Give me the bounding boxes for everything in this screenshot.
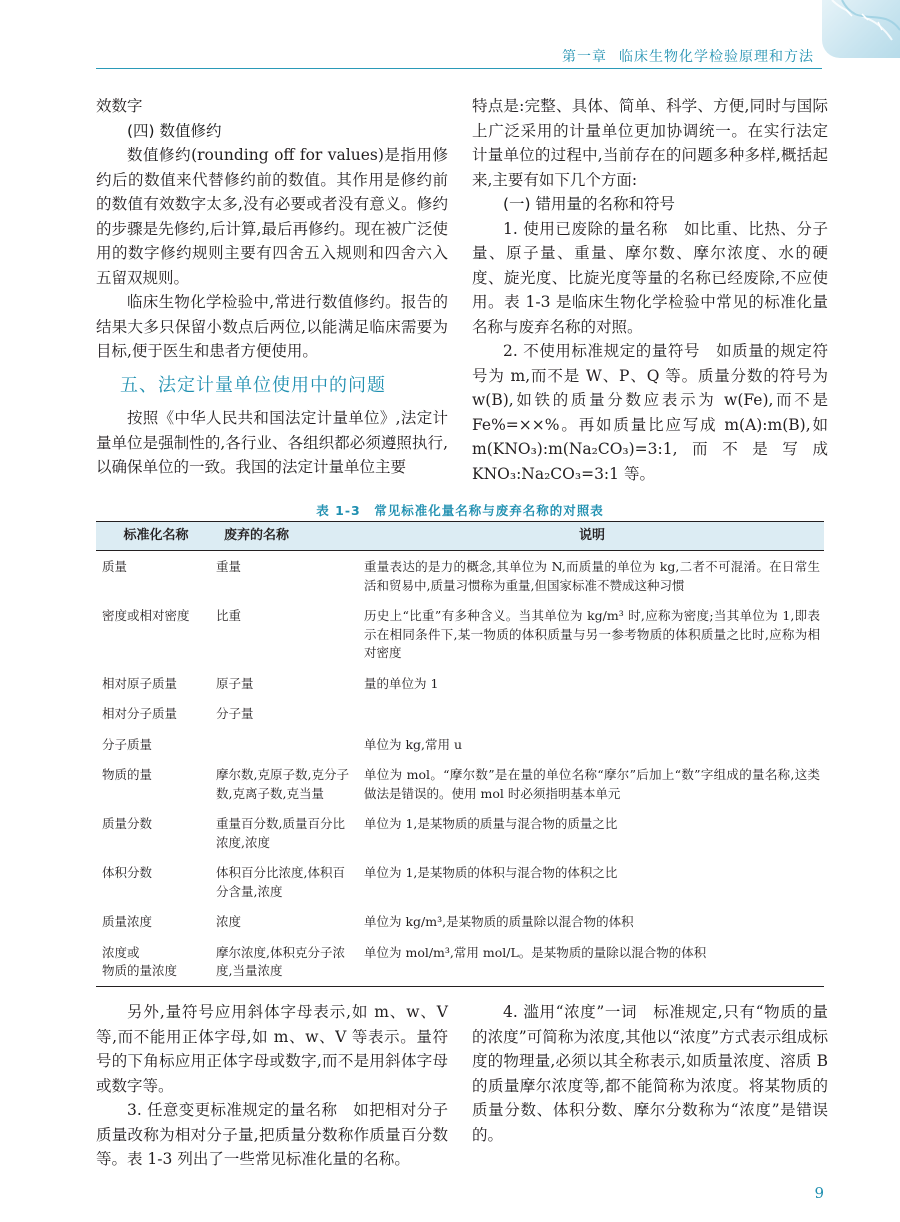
table-caption: 表 1-3 常见标准化量名称与废弃名称的对照表	[316, 503, 604, 518]
section-heading: 五、法定计量单位使用中的问题	[120, 374, 386, 396]
table-cell: 重量表达的是力的概念,其单位为 N,而质量的单位为 kg,二者不可混淆。在日常生活和贸易中,质量习惯称为重量,但国家标准不赞成这种习惯	[364, 559, 820, 593]
paragraph: 2. 不使用标准规定的量符号 如质量的规定符号为 m,而不是 W、P、Q 等。质量分数的符号为 w(B),如铁的质量分数应表示为 w(Fe),而不是 Fe%=××%。再如质量比应写成 m(A):m(B),如 m(KNO₃):m(Na₂CO₃)=3:1,而不是写成 KNO₃:Na₂CO₃=3:1 等。	[472, 342, 828, 483]
page-number: 9	[814, 1184, 824, 1202]
table-header-row	[96, 522, 824, 551]
table-row	[96, 759, 824, 808]
right-column	[472, 94, 828, 486]
table-cell: 单位为 kg,常用 u	[364, 736, 463, 752]
table-row	[96, 698, 824, 729]
table-cell: 密度或相对密度	[102, 608, 190, 623]
paragraph: 数值修约(rounding off for values)是指用修约后的数值来代替修约前的数值。其作用是修约前的数值有效数字太多,没有必要或者没有意义。修约的步骤是先修约,后计算,最后再修约。现在被广泛使用的数字修约规则主要有四舍五入规则和四舍六入五留双规则。	[96, 146, 448, 287]
table-cell: 量的单位为 1	[364, 675, 439, 691]
table-cell: 质量	[102, 559, 128, 574]
left-column	[96, 94, 448, 480]
table-cell: 原子量	[216, 675, 254, 691]
table-cell: 浓度或 物质的量浓度	[102, 944, 178, 978]
table-cell: 比重	[216, 608, 242, 623]
table-row	[96, 937, 824, 986]
column-header: 废弃的名称	[224, 527, 290, 543]
paragraph: 3. 任意变更标准规定的量名称 如把相对分子质量改称为相对分子量,把质量分数称作质量百分数等。表 1-3 列出了一些常见标准化量的名称。	[96, 1101, 448, 1168]
running-header	[96, 46, 822, 69]
table-cell: 相对原子质量	[102, 675, 178, 691]
chapter-label: 第一章	[562, 49, 607, 65]
table-cell: 重量百分数,质量百分比浓度,浓度	[216, 816, 345, 850]
table-cell: 摩尔数,克原子数,克分子数,克离子数,克当量	[216, 767, 349, 801]
column-header: 标准化名称	[123, 527, 189, 543]
table-cell: 浓度	[216, 914, 242, 929]
table-row	[96, 906, 824, 937]
table-cell: 相对分子质量	[102, 706, 178, 721]
table-cell: 质量浓度	[102, 914, 153, 929]
table-cell: 摩尔浓度,体积克分子浓度,当量浓度	[216, 944, 345, 978]
paragraph: 临床生物化学检验中,常进行数值修约。报告的结果大多只保留小数点后两位,以能满足临床需要为目标,便于医生和患者方便使用。	[96, 293, 448, 360]
table-cell: 分子质量	[102, 736, 153, 752]
paragraph: 1. 使用已废除的量名称 如比重、比热、分子量、原子量、重量、摩尔数、摩尔浓度、水的硬度、旋光度、比旋光度等量的名称已经废除,不应使用。表 1-3 是临床生物化学检验中常见的标准化量名称与废弃名称的对照。	[472, 219, 828, 336]
paragraph: 效数字	[96, 97, 143, 115]
table-cell: 单位为 1,是某物质的质量与混合物的质量之比	[364, 816, 618, 831]
table-cell: 单位为 mol。“摩尔数”是在量的单位名称“摩尔”后加上“数”字组成的量名称,这类做法是错误的。使用 mol 时必须指明基本单元	[364, 767, 820, 801]
table-cell: 分子量	[216, 706, 254, 721]
table-cell: 体积分数	[102, 865, 153, 880]
table-cell: 体积百分比浓度,体积百分含量,浓度	[216, 865, 345, 899]
dna-helix-icon	[822, 0, 900, 58]
table-cell: 单位为 kg/m³,是某物质的质量除以混合物的体积	[364, 914, 634, 929]
column-header: 说明	[578, 527, 605, 543]
paragraph: 4. 滥用“浓度”一词 标准规定,只有“物质的量的浓度”可简称为浓度,其他以“浓度”方式表示组成标度的物理量,必须以其全称表示,如质量浓度、溶质 B 的质量摩尔浓度等,都不能简称为浓度。将某物质的质量分数、体积分数、摩尔分数称为“浓度”是错误的。	[472, 1003, 828, 1144]
table-row	[96, 600, 824, 668]
table-cell	[364, 705, 824, 724]
table-cell: 物质的量	[102, 767, 153, 782]
corner-decoration	[822, 0, 900, 58]
bottom-right-column	[472, 1000, 828, 1147]
table-row	[96, 857, 824, 906]
paragraph: 另外,量符号应用斜体字母表示,如 m、w、V 等,而不能用正体字母,如 m、w、V 等表示。量符号的下角标应用正体字母或数字,而不是用斜体字母或数字等。	[96, 1003, 448, 1095]
table-cell: 历史上“比重”有多种含义。当其单位为 kg/m³ 时,应称为密度;当其单位为 1,即表示在相同条件下,某一物质的体积质量与另一参考物质的体积质量之比时,应称为相对密度	[364, 608, 820, 660]
bottom-left-column	[96, 1000, 448, 1172]
table-row	[96, 551, 824, 600]
table-cell: 单位为 1,是某物质的体积与混合物的体积之比	[364, 865, 618, 880]
table-cell	[216, 736, 364, 755]
comparison-table	[96, 521, 824, 987]
paragraph: 按照《中华人民共和国法定计量单位》,法定计量单位是强制性的,各行业、各组织都必须遵照执行,以确保单位的一致。我国的法定计量单位主要	[96, 409, 448, 476]
paragraph: 特点是:完整、具体、简单、科学、方便,同时与国际上广泛采用的计量单位更加协调统一。在实行法定计量单位的过程中,当前存在的问题多种多样,概括起来,主要有如下几个方面:	[472, 97, 828, 189]
table-row	[96, 808, 824, 857]
subheading-numeric-rounding: (四) 数值修约	[127, 121, 222, 140]
subheading-misused-names: (一) 错用量的名称和符号	[503, 195, 676, 213]
table-row	[96, 729, 824, 760]
table-cell: 单位为 mol/m³,常用 mol/L。是某物质的量除以混合物的体积	[364, 944, 707, 960]
chapter-title: 临床生物化学检验原理和方法	[619, 49, 814, 65]
table-row	[96, 668, 824, 699]
table-cell: 重量	[216, 559, 242, 574]
table-cell: 质量分数	[102, 816, 153, 831]
